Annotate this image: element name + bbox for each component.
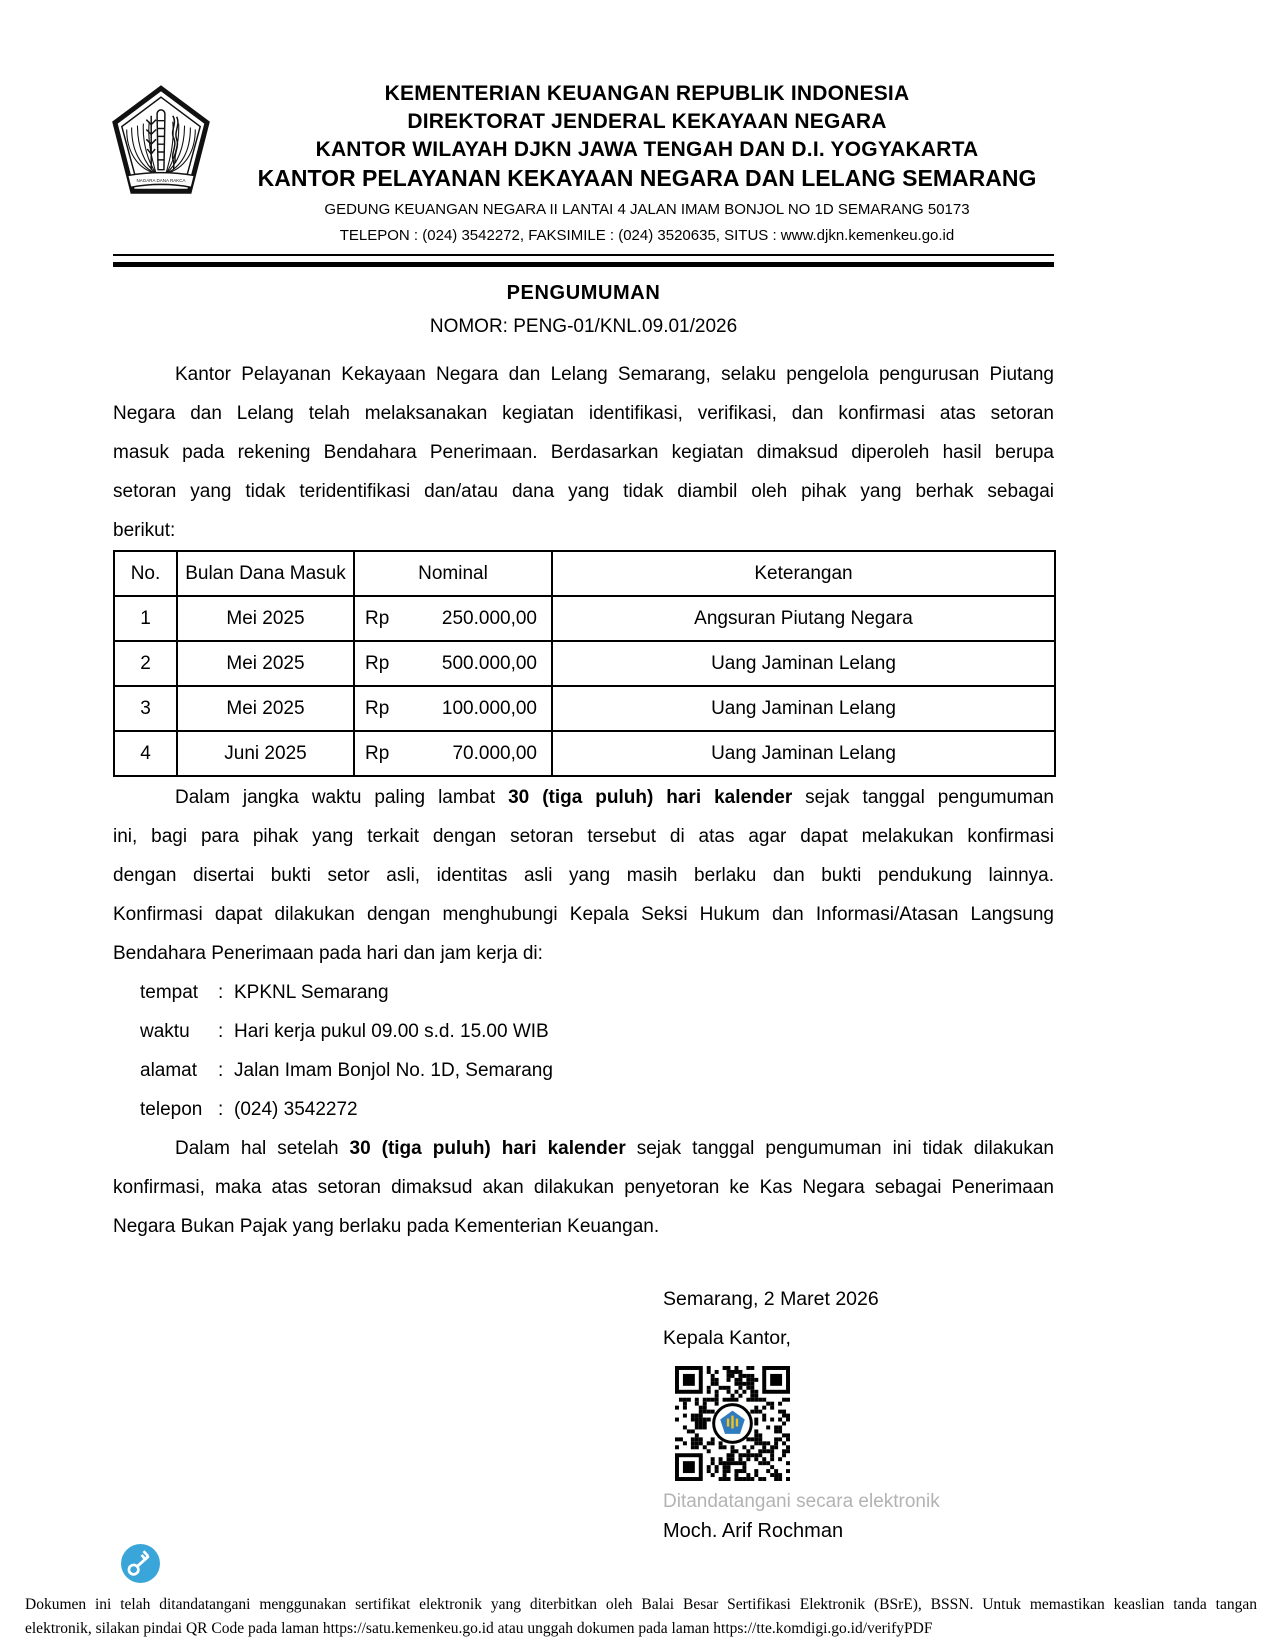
signatory-name: Moch. Arif Rochman — [663, 1520, 844, 1542]
contact-colon: : — [218, 1021, 224, 1042]
col-header-month: Bulan Dana Masuk — [177, 551, 354, 596]
contact-label: waktu — [140, 1021, 190, 1042]
cell-no: 2 — [114, 641, 177, 686]
kemenkeu-logo — [112, 84, 210, 224]
contact-row — [113, 1012, 1054, 1051]
paragraph-line — [113, 778, 1054, 817]
letterhead-line-directorate: DIREKTORAT JENDERAL KEKAYAAN NEGARA — [407, 110, 887, 133]
contact-value: Hari kerja pukul 09.00 s.d. 15.00 WIB — [234, 1021, 549, 1042]
text-segment: Bendahara Penerimaan pada hari dan jam kerja di: — [113, 943, 543, 964]
cell-keterangan: Angsuran Piutang Negara — [552, 596, 1055, 641]
letterhead-line-ministry: KEMENTERIAN KEUANGAN REPUBLIK INDONESIA — [384, 82, 910, 105]
nominal-value — [355, 698, 551, 720]
table-row — [114, 686, 1055, 731]
paragraph-line — [113, 511, 1054, 550]
paragraph-line — [113, 1168, 1054, 1207]
cell-keterangan: Uang Jaminan Lelang — [552, 641, 1055, 686]
table-row — [114, 641, 1055, 686]
currency-prefix: Rp — [365, 652, 390, 674]
contact-value: Jalan Imam Bonjol No. 1D, Semarang — [234, 1060, 553, 1081]
contact-row — [113, 1051, 1054, 1090]
nominal-value — [355, 608, 551, 630]
text-segment: setoran yang tidak teridentifikasi dan/atau dana yang tidak diambil oleh pihak yang berhak sebagai — [113, 481, 1054, 502]
contact-row — [113, 973, 1054, 1012]
col-header-nominal: Nominal — [354, 551, 552, 596]
contact-colon: : — [218, 1060, 224, 1081]
bsre-esign-icon — [120, 1543, 161, 1584]
letterhead-address: GEDUNG KEUANGAN NEGARA II LANTAI 4 JALAN IMAM BONJOL NO 1D SEMARANG 50173 — [324, 201, 970, 218]
nominal-value — [355, 653, 551, 675]
contact-colon: : — [218, 982, 224, 1003]
paragraph-line — [113, 394, 1054, 433]
text-segment: Dalam jangka waktu paling lambat — [175, 787, 509, 808]
contact-label: alamat — [140, 1060, 198, 1081]
letterhead — [240, 80, 1054, 249]
esign-note: Ditandatangani secara elektronik — [663, 1491, 940, 1512]
text-segment: Dalam hal setelah — [175, 1138, 350, 1159]
signature-place-date: Semarang, 2 Maret 2026 — [663, 1288, 879, 1310]
letterhead-line-region: KANTOR WILAYAH DJKN JAWA TENGAH DAN D.I. YOGYAKARTA — [315, 138, 979, 161]
contact-value: KPKNL Semarang — [234, 982, 389, 1003]
contact-list — [113, 973, 1054, 1129]
signature-role: Kepala Kantor, — [663, 1327, 791, 1349]
deposits-table-body — [114, 596, 1055, 776]
contact-row — [113, 1090, 1054, 1129]
amount: 500.000,00 — [441, 652, 537, 674]
deposits-table — [113, 550, 1054, 777]
text-segment: berikut: — [113, 520, 176, 541]
logo-wings — [127, 122, 196, 174]
text-segment: ini, bagi para pihak yang terkait dengan setoran tersebut di atas agar dapat melakukan konfirmasi — [113, 826, 1054, 847]
qr-code — [675, 1366, 790, 1481]
nominal-value — [355, 743, 551, 765]
cell-nominal — [354, 641, 552, 686]
cell-keterangan: Uang Jaminan Lelang — [552, 686, 1055, 731]
cell-no: 1 — [114, 596, 177, 641]
text-segment: konfirmasi, maka atas setoran dimaksud akan dilakukan penyetoran ke Kas Negara sebagai Penerimaan — [113, 1177, 1054, 1198]
cell-month: Mei 2025 — [177, 686, 354, 731]
col-header-no: No. — [114, 551, 177, 596]
currency-prefix: Rp — [365, 697, 390, 719]
amount: 70.000,00 — [452, 742, 537, 764]
letterhead-phone: TELEPON : (024) 3542272, FAKSIMILE : (024) 3520635, SITUS : www.djkn.kemenkeu.go.id — [339, 227, 955, 244]
document-title: PENGUMUMAN — [506, 282, 661, 304]
cell-no: 3 — [114, 686, 177, 731]
logo-banner-text: NAGARA DANA RAKCA — [136, 178, 186, 184]
text-segment: Negara dan Lelang telah melaksanakan kegiatan identifikasi, verifikasi, dan konfirmasi atas setoran — [113, 403, 1054, 424]
contact-label: tempat — [140, 982, 199, 1003]
paragraph-line — [113, 895, 1054, 934]
paragraph-confirmation — [113, 778, 1054, 973]
contact-value: (024) 3542272 — [234, 1099, 358, 1120]
text-segment: Konfirmasi dapat dilakukan dengan menghubungi Kepala Seksi Hukum dan Informasi/Atasan Langsung — [113, 904, 1054, 925]
text-segment: Kantor Pelayanan Kekayaan Negara dan Lelang Semarang, selaku pengelola pengurusan Piutang — [175, 364, 1054, 385]
table-row — [114, 731, 1055, 776]
paragraph-line — [113, 1207, 1054, 1246]
cell-nominal — [354, 731, 552, 776]
paragraph-line — [113, 433, 1054, 472]
paragraph-line — [113, 355, 1054, 394]
paragraph-line — [113, 856, 1054, 895]
document-number: NOMOR: PENG-01/KNL.09.01/2026 — [429, 316, 738, 337]
signature-block — [663, 1280, 1023, 1545]
paragraph-line — [113, 817, 1054, 856]
cell-nominal — [354, 686, 552, 731]
currency-prefix: Rp — [365, 607, 390, 629]
text-segment: dengan disertai bukti setor asli, identitas asli yang masih berlaku dan bukti pendukung lainnya. — [113, 865, 1054, 886]
text-segment: sejak tanggal pengumuman ini tidak dilakukan — [625, 1138, 1054, 1159]
text-segment: Negara Bukan Pajak yang berlaku pada Kementerian Keuangan. — [113, 1216, 660, 1237]
paragraph-closing — [113, 1129, 1054, 1246]
text-segment: masuk pada rekening Bendahara Penerimaan. Berdasarkan kegiatan dimaksud diperoleh hasil berupa — [113, 442, 1054, 463]
table-header-row — [114, 551, 1055, 596]
letterhead-divider — [113, 254, 1054, 267]
bold-text-segment: 30 (tiga puluh) hari kalender — [508, 787, 793, 808]
cell-no: 4 — [114, 731, 177, 776]
currency-prefix: Rp — [365, 742, 390, 764]
contact-label: telepon — [140, 1099, 203, 1120]
col-header-keterangan: Keterangan — [552, 551, 1055, 596]
paragraph-line — [113, 934, 1054, 973]
paragraph-intro — [113, 355, 1054, 550]
disclaimer-line: Dokumen ini telah ditandatangani menggunakan sertifikat elektronik yang diterbitkan oleh Balai Besar Sertifikasi Elektronik (BSrE), BSSN. Untuk memastikan keaslian tanda tangan — [25, 1596, 1257, 1613]
amount: 250.000,00 — [441, 607, 537, 629]
letterhead-line-office: KANTOR PELAYANAN KEKAYAAN NEGARA DAN LELANG SEMARANG — [257, 165, 1037, 191]
disclaimer-line: elektronik, silakan pindai QR Code pada laman https://satu.kemenkeu.go.id atau unggah dokumen pada laman https://tte.komdigi.go.id/verifyPDF — [25, 1620, 933, 1637]
footer-disclaimer — [25, 1593, 1257, 1641]
cell-month: Mei 2025 — [177, 641, 354, 686]
paragraph-line — [113, 472, 1054, 511]
cell-month: Juni 2025 — [177, 731, 354, 776]
text-segment: sejak tanggal pengumuman — [792, 787, 1054, 808]
bold-text-segment: 30 (tiga puluh) hari kalender — [349, 1138, 626, 1159]
cell-month: Mei 2025 — [177, 596, 354, 641]
table-row — [114, 596, 1055, 641]
contact-colon: : — [218, 1099, 224, 1120]
cell-nominal — [354, 596, 552, 641]
paragraph-line — [113, 1129, 1054, 1168]
amount: 100.000,00 — [441, 697, 537, 719]
cell-keterangan: Uang Jaminan Lelang — [552, 731, 1055, 776]
